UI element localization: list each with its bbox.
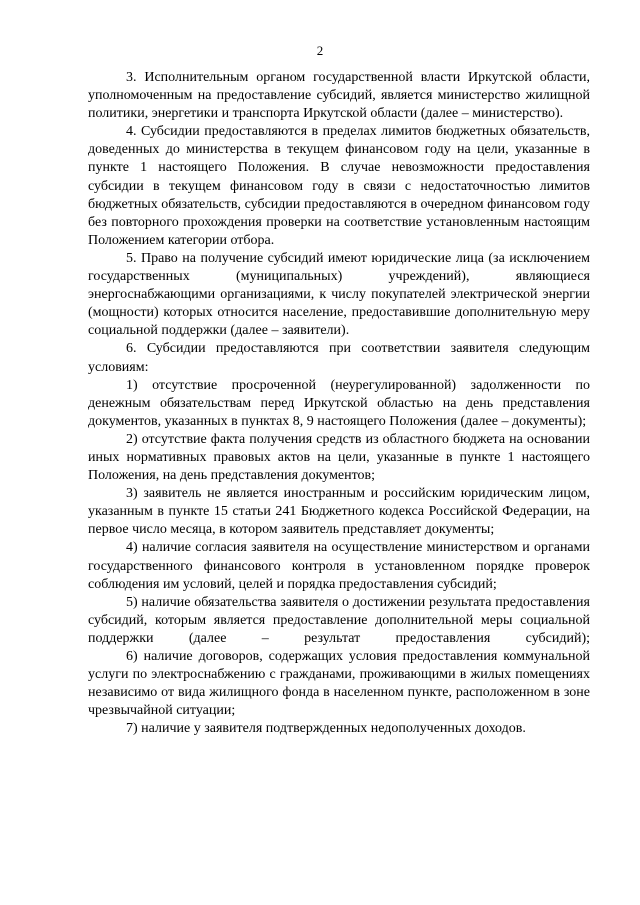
condition-6-supply-contracts: 6) наличие договоров, содержащих условия предоставления коммунальной услуги по электроснабжению с гражданами, проживающими в жилых помещениях независимо от вида жилищного фонда в населенном пункте, расположенном в зоне чрезвычайной ситуации; bbox=[88, 649, 590, 719]
condition-5-result-obligation: 5) наличие обязательства заявителя о достижении результата предоставления субсидий, которым является предоставление дополнительной меры социальной поддержки (далее – результат предоставления субсидий); bbox=[88, 594, 590, 646]
condition-2-no-other-funds: 2) отсутствие факта получения средств из областного бюджета на основании иных нормативных правовых актов на цели, указанные в пункте 1 настоящего Положения, на день представления документов; bbox=[88, 431, 590, 484]
condition-3-not-foreign-entity: 3) заявитель не является иностранным и российским юридическим лицом, указанным в пункте 15 статьи 241 Бюджетного кодекса Российской Федерации, на первое число месяца, в котором заявитель представляет документы; bbox=[88, 486, 590, 538]
document-body bbox=[88, 69, 590, 738]
paragraph-3-executive-authority: 3. Исполнительным органом государственной власти Иркутской области, уполномоченным на предоставление субсидий, является министерство жилищной политики, энергетики и транспорта Иркутской области (далее – министерство). bbox=[88, 70, 590, 122]
page-number: 2 bbox=[316, 43, 324, 58]
condition-7-confirmed-lost-income: 7) наличие у заявителя подтвержденных недополученных доходов. bbox=[126, 721, 526, 737]
paragraph-5-eligible-applicants: 5. Право на получение субсидий имеют юридические лица (за исключением государственных (муниципальных) учреждений), являющиеся энергоснабжающими организациями, к числу покупателей электрической энергии (мощности) которых относится население, предоставившие дополнительную меру социальной поддержки (далее – заявители). bbox=[88, 250, 590, 339]
condition-4-consent-to-inspection: 4) наличие согласия заявителя на осуществление министерством и органами государственного финансового контроля в установленном порядке проверок соблюдения им условий, целей и порядка предоставления субсидий; bbox=[88, 540, 590, 592]
paragraph-4-budget-limits: 4. Субсидии предоставляются в пределах лимитов бюджетных обязательств, доведенных до министерства в текущем финансовом году на цели, указанные в пункте 1 настоящего Положения. В случае невозможности предоставления субсидии в текущем финансовом году в связи с недостаточностью лимитов бюджетных обязательств, субсидии предоставляются в очередном финансовом году без повторного прохождения проверки на соответствие установленным настоящим Положением категории отбора. bbox=[88, 124, 590, 248]
condition-1-no-debt: 1) отсутствие просроченной (неурегулированной) задолженности по денежным обязательствам перед Иркутской областью на день представления документов, указанных в пунктах 8, 9 настоящего Положения (далее – документы); bbox=[88, 377, 590, 429]
paragraph-6-conditions-intro: 6. Субсидии предоставляются при соответствии заявителя следующим условиям: bbox=[88, 341, 590, 375]
